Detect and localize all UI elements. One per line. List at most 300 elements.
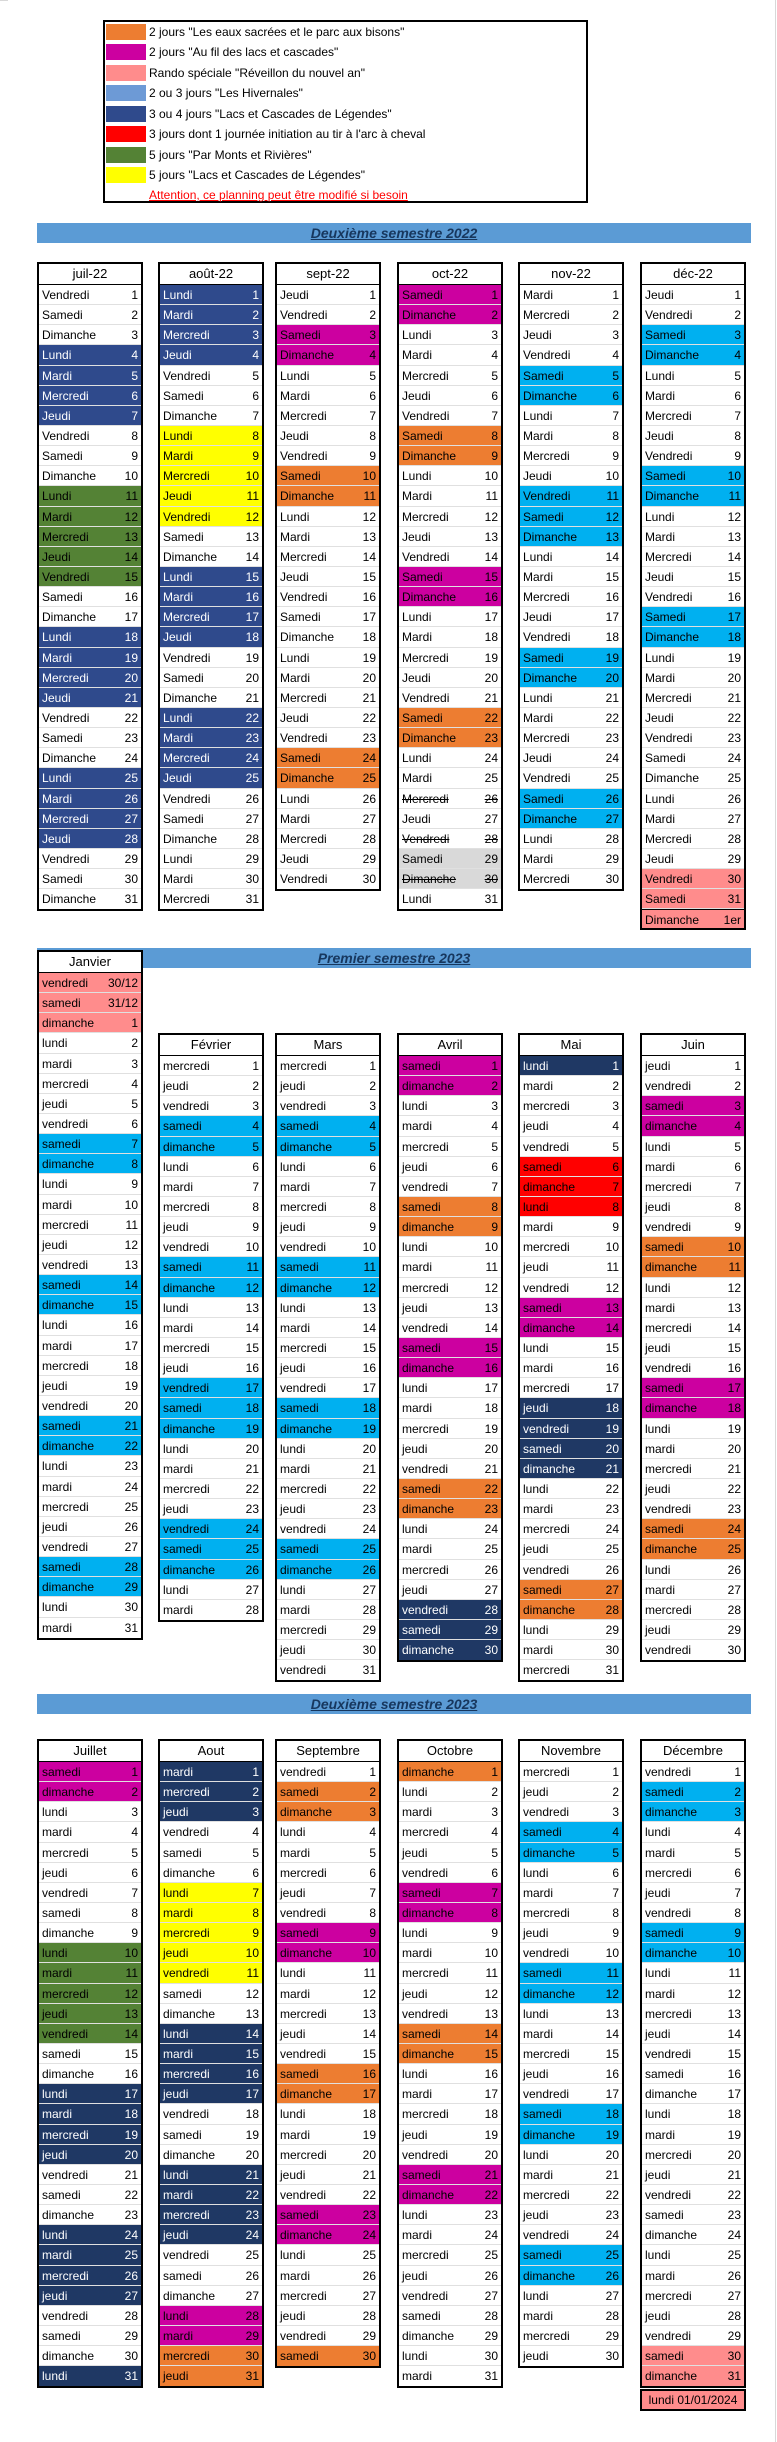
day-name: mardi [645, 1845, 676, 1860]
day-row [520, 547, 622, 567]
day-name: vendredi [645, 2187, 692, 2202]
semester-title: Deuxième semestre 2022 [37, 223, 751, 243]
day-row [277, 1217, 379, 1237]
day-number: 3 [131, 1056, 138, 1071]
day-row [39, 849, 141, 869]
day-row [277, 1802, 379, 1822]
day-number: 6 [252, 1159, 259, 1174]
day-row [642, 527, 744, 547]
day-number: 8 [131, 1157, 138, 1172]
day-name: mardi [523, 2026, 554, 2041]
day-name: samedi [645, 1381, 684, 1396]
day-name: lundi [523, 1199, 549, 1214]
day-row [642, 1903, 744, 1923]
day-name: mardi [163, 1905, 194, 1920]
day-number: 16 [727, 1361, 741, 1376]
day-row [39, 1984, 141, 2004]
day-name: vendredi [645, 1502, 692, 1517]
day-name: mardi [42, 1620, 73, 1635]
day-name: vendredi [163, 1240, 210, 1255]
day-name: mercredi [645, 1461, 692, 1476]
day-name: lundi [42, 1600, 68, 1615]
day-row [399, 1943, 501, 1963]
day-name: mercredi [523, 1522, 570, 1537]
day-number: 7 [612, 1885, 619, 1900]
day-row [399, 1499, 501, 1519]
day-number: 24 [484, 1522, 498, 1537]
day-number: 21 [484, 2167, 498, 2182]
day-row [520, 2326, 622, 2346]
day-name: mercredi [523, 1381, 570, 1396]
day-number: 5 [491, 1845, 498, 1860]
day-name: mercredi [280, 1481, 327, 1496]
day-number: 29 [484, 2328, 498, 2343]
day-number: 22 [362, 2187, 376, 2202]
day-number: 28 [124, 2308, 138, 2323]
day-name: dimanche [163, 1280, 216, 1295]
day-name: vendredi [523, 1139, 570, 1154]
day-number: 20 [124, 1398, 138, 1413]
day-row [160, 2004, 262, 2024]
day-number: 15 [605, 1340, 619, 1355]
day-number: 3 [491, 328, 498, 343]
day-row [520, 2185, 622, 2205]
day-name: Samedi [42, 590, 83, 605]
day-number: 22 [727, 2187, 741, 2202]
month-calendar [518, 262, 624, 891]
day-name: Mardi [42, 509, 73, 524]
day-number: 25 [605, 771, 619, 786]
day-number: 17 [124, 2087, 138, 2102]
day-number: 5 [131, 368, 138, 383]
day-name: mardi [645, 1986, 676, 2001]
day-name: jeudi [402, 1582, 428, 1597]
day-name: dimanche [163, 2147, 216, 2162]
day-row [399, 1822, 501, 1842]
day-row [520, 1539, 622, 1559]
day-number: 8 [491, 428, 498, 443]
day-name: Mercredi [402, 509, 449, 524]
day-name: mercredi [280, 2147, 327, 2162]
planning-warning: Attention, ce planning peut être modifié si besoin [149, 188, 408, 202]
day-row [399, 345, 501, 365]
day-number: 6 [369, 388, 376, 403]
day-name: Vendredi [42, 569, 90, 584]
day-number: 19 [484, 650, 498, 665]
day-name: Dimanche [163, 549, 218, 564]
day-row [642, 708, 744, 728]
month-header: nov-22 [520, 264, 622, 285]
day-row [277, 1257, 379, 1277]
day-number: 7 [734, 1885, 741, 1900]
day-row [520, 1137, 622, 1157]
day-row [642, 668, 744, 688]
day-name: Mardi [280, 388, 311, 403]
day-number: 14 [124, 2026, 138, 2041]
day-number: 19 [362, 1421, 376, 1436]
day-name: mercredi [645, 1179, 692, 1194]
day-row [39, 466, 141, 486]
day-row [39, 973, 141, 993]
day-row [399, 1217, 501, 1237]
day-row [642, 1298, 744, 1318]
day-row [39, 2084, 141, 2104]
day-row [399, 2064, 501, 2084]
day-number: 16 [245, 1361, 259, 1376]
day-name: Mardi [280, 811, 311, 826]
day-number: 16 [727, 590, 741, 605]
day-row [39, 2225, 141, 2245]
day-name: lundi [280, 2107, 306, 2122]
day-row [642, 869, 744, 889]
day-number: 14 [362, 2026, 376, 2041]
day-number: 29 [362, 1622, 376, 1637]
day-row [39, 1114, 141, 1134]
day-row [520, 2084, 622, 2104]
day-name: Samedi [523, 650, 564, 665]
day-number: 6 [491, 1159, 498, 1174]
day-name: Samedi [402, 851, 443, 866]
day-row [160, 1499, 262, 1519]
day-number: 18 [727, 630, 741, 645]
day-number: 3 [369, 328, 376, 343]
day-number: 9 [131, 1177, 138, 1192]
day-number: 19 [605, 650, 619, 665]
day-row [277, 2165, 379, 2185]
day-name: Mercredi [163, 469, 210, 484]
day-row [520, 2286, 622, 2306]
day-row [277, 1318, 379, 1338]
day-row [520, 1358, 622, 1378]
day-name: Lundi [42, 489, 72, 504]
day-name: vendredi [280, 1765, 327, 1779]
day-name: mardi [42, 1825, 73, 1840]
day-number: 15 [484, 569, 498, 584]
day-row [39, 2245, 141, 2265]
day-number: 17 [362, 2087, 376, 2102]
day-row [399, 2104, 501, 2124]
day-number: 4 [734, 1825, 741, 1840]
day-name: Dimanche [523, 529, 578, 544]
day-name: Jeudi [523, 469, 552, 484]
day-number: 6 [369, 1159, 376, 1174]
day-name: Jeudi [645, 710, 674, 725]
day-number: 10 [362, 1240, 376, 1255]
day-name: mardi [163, 1602, 194, 1617]
day-row [642, 1116, 744, 1136]
day-row [399, 1903, 501, 1923]
day-name: vendredi [280, 1522, 327, 1537]
day-name: jeudi [523, 1926, 549, 1941]
day-name: jeudi [163, 1079, 189, 1094]
day-number: 26 [484, 791, 498, 806]
day-row [520, 768, 622, 788]
day-row [642, 1883, 744, 1903]
day-name: jeudi [523, 1401, 549, 1416]
day-name: Dimanche [645, 912, 700, 927]
day-row [520, 1398, 622, 1418]
day-row [160, 1782, 262, 1802]
day-name: Mardi [523, 569, 554, 584]
day-row [277, 325, 379, 345]
day-name: mardi [280, 1320, 311, 1335]
day-row [277, 2104, 379, 2124]
day-row [39, 1436, 141, 1456]
day-name: Jeudi [402, 388, 431, 403]
day-name: lundi [523, 1622, 549, 1637]
month-header: juil-22 [39, 264, 141, 285]
day-number: 20 [484, 670, 498, 685]
day-name: jeudi [280, 2308, 306, 2323]
day-name: Mercredi [402, 791, 449, 806]
month-calendar [37, 1739, 143, 2388]
day-name: mercredi [402, 1421, 449, 1436]
day-number: 30 [605, 1643, 619, 1658]
day-number: 3 [252, 1805, 259, 1820]
day-row [160, 547, 262, 567]
day-name: mercredi [523, 1663, 570, 1678]
day-name: mercredi [42, 1499, 89, 1514]
day-name: jeudi [645, 1059, 671, 1073]
day-row [520, 1863, 622, 1883]
day-number: 5 [612, 368, 619, 383]
day-row [160, 627, 262, 647]
day-row [39, 829, 141, 849]
day-number: 3 [612, 1805, 619, 1820]
legend-label: 2 jours "Les eaux sacrées et le parc aux bisons" [149, 24, 405, 39]
day-name: jeudi [42, 1237, 68, 1252]
day-number: 26 [362, 2268, 376, 2283]
day-number: 18 [484, 630, 498, 645]
day-name: jeudi [523, 1542, 549, 1557]
month-header: Novembre [520, 1741, 622, 1762]
day-row [160, 789, 262, 809]
day-name: mardi [280, 1845, 311, 1860]
day-name: Jeudi [280, 851, 309, 866]
day-row [520, 1519, 622, 1539]
month-calendar [640, 1739, 746, 2388]
day-row [642, 1358, 744, 1378]
day-name: dimanche [280, 2087, 333, 2102]
day-name: Lundi [42, 630, 72, 645]
day-number: 4 [131, 1076, 138, 1091]
day-number: 15 [727, 1340, 741, 1355]
day-name: Dimanche [523, 670, 578, 685]
day-name: jeudi [280, 1643, 306, 1658]
day-row [160, 1439, 262, 1459]
day-number: 13 [245, 2006, 259, 2021]
day-row [160, 1197, 262, 1217]
day-name: Jeudi [402, 811, 431, 826]
day-row [39, 2064, 141, 2084]
day-row [39, 1963, 141, 1983]
day-row [642, 728, 744, 748]
day-row [399, 648, 501, 668]
day-row [160, 1822, 262, 1842]
day-number: 24 [362, 751, 376, 766]
day-name: jeudi [42, 1096, 68, 1111]
day-row [520, 446, 622, 466]
day-name: samedi [280, 2349, 319, 2364]
day-row [39, 426, 141, 446]
day-number: 29 [727, 851, 741, 866]
day-row [160, 688, 262, 708]
day-number: 14 [484, 1320, 498, 1335]
day-name: Mercredi [523, 872, 570, 887]
day-number: 18 [245, 2107, 259, 2122]
day-row [399, 2245, 501, 2265]
day-name: lundi [645, 1966, 671, 1981]
day-name: dimanche [163, 1421, 216, 1436]
day-number: 14 [124, 549, 138, 564]
day-name: Mardi [523, 710, 554, 725]
day-row [399, 1197, 501, 1217]
day-name: Lundi [280, 509, 310, 524]
legend-swatch [106, 106, 146, 122]
day-row [277, 688, 379, 708]
day-row [399, 2346, 501, 2366]
day-row [520, 2225, 622, 2245]
day-name: Dimanche [645, 630, 700, 645]
day-row [39, 1456, 141, 1476]
day-name: mercredi [280, 1340, 327, 1355]
day-number: 22 [245, 710, 259, 725]
day-name: Mardi [523, 851, 554, 866]
day-row [160, 1378, 262, 1398]
day-name: jeudi [163, 2228, 189, 2243]
day-name: samedi [523, 2107, 562, 2122]
day-number: 30 [727, 1643, 741, 1658]
day-name: Lundi [523, 690, 553, 705]
day-row [160, 668, 262, 688]
day-number: 21 [245, 690, 259, 705]
day-row [277, 748, 379, 768]
day-name: mercredi [523, 1905, 570, 1920]
day-number: 23 [605, 731, 619, 746]
day-name: vendredi [523, 2228, 570, 2243]
day-name: mardi [42, 2248, 73, 2263]
day-name: dimanche [402, 1361, 455, 1376]
day-row [160, 2064, 262, 2084]
day-name: Mardi [163, 731, 194, 746]
day-name: mercredi [163, 2067, 210, 2082]
day-name: mardi [280, 1461, 311, 1476]
day-number: 27 [245, 2288, 259, 2303]
day-number: 31 [362, 1663, 376, 1678]
day-name: vendredi [402, 1179, 449, 1194]
day-row [277, 2004, 379, 2024]
day-name: samedi [402, 1622, 441, 1637]
day-number: 28 [605, 831, 619, 846]
day-number: 7 [252, 1179, 259, 1194]
day-row [39, 2125, 141, 2145]
day-number: 14 [245, 1320, 259, 1335]
day-row [277, 1620, 379, 1640]
day-name: samedi [402, 1199, 441, 1214]
day-name: dimanche [523, 2268, 576, 2283]
day-name: jeudi [645, 2308, 671, 2323]
day-name: samedi [523, 1441, 562, 1456]
day-number: 25 [362, 1542, 376, 1557]
day-number: 23 [245, 731, 259, 746]
day-number: 26 [727, 1562, 741, 1577]
day-row [277, 2205, 379, 2225]
day-row [160, 1157, 262, 1177]
day-name: Vendredi [280, 872, 328, 887]
day-number: 9 [734, 1926, 741, 1941]
day-row [160, 466, 262, 486]
day-number: 26 [124, 791, 138, 806]
day-number: 11 [363, 489, 376, 504]
day-name: mardi [523, 1220, 554, 1235]
day-number: 3 [252, 328, 259, 343]
day-name: mardi [523, 1643, 554, 1658]
day-number: 1 [131, 288, 138, 302]
day-number: 7 [491, 408, 498, 423]
day-number: 9 [491, 449, 498, 464]
day-name: jeudi [163, 2369, 189, 2384]
day-name: Lundi [163, 288, 193, 302]
day-row [520, 1984, 622, 2004]
day-name: samedi [163, 1845, 202, 1860]
month-calendar [158, 1033, 264, 1622]
day-name: mardi [163, 1320, 194, 1335]
day-number: 1 [734, 1765, 741, 1779]
day-number: 29 [484, 1622, 498, 1637]
day-row [160, 748, 262, 768]
day-name: samedi [280, 1401, 319, 1416]
day-row [642, 2125, 744, 2145]
day-number: 24 [605, 751, 619, 766]
day-name: lundi [523, 1059, 549, 1073]
day-name: Mardi [402, 348, 433, 363]
day-name: mardi [42, 1479, 73, 1494]
day-row [642, 2104, 744, 2124]
day-name: mardi [402, 1946, 433, 1961]
day-number: 11 [246, 489, 259, 504]
day-row [520, 2346, 622, 2366]
day-row [160, 587, 262, 607]
day-row [399, 1620, 501, 1640]
day-row [520, 2044, 622, 2064]
day-row [39, 768, 141, 788]
day-row [160, 1278, 262, 1298]
day-row [642, 1439, 744, 1459]
day-number: 2 [252, 1079, 259, 1094]
day-number: 5 [252, 1845, 259, 1860]
day-row [520, 1257, 622, 1277]
day-number: 22 [124, 2187, 138, 2202]
day-number: 26 [245, 2268, 259, 2283]
day-number: 20 [245, 2147, 259, 2162]
day-row [160, 2104, 262, 2124]
day-row [520, 466, 622, 486]
day-name: jeudi [523, 2349, 549, 2364]
day-name: vendredi [42, 1398, 89, 1413]
month-header: Janvier [39, 952, 141, 973]
day-row [277, 2185, 379, 2205]
day-row [277, 285, 379, 305]
day-row [520, 1620, 622, 1640]
day-number: 2 [131, 1036, 138, 1051]
day-name: dimanche [645, 2228, 698, 2243]
day-row [642, 2084, 744, 2104]
day-number: 30 [362, 2349, 376, 2364]
day-number: 12 [245, 1280, 259, 1295]
day-row [39, 305, 141, 325]
day-row [642, 2266, 744, 2286]
day-number: 8 [131, 1905, 138, 1920]
